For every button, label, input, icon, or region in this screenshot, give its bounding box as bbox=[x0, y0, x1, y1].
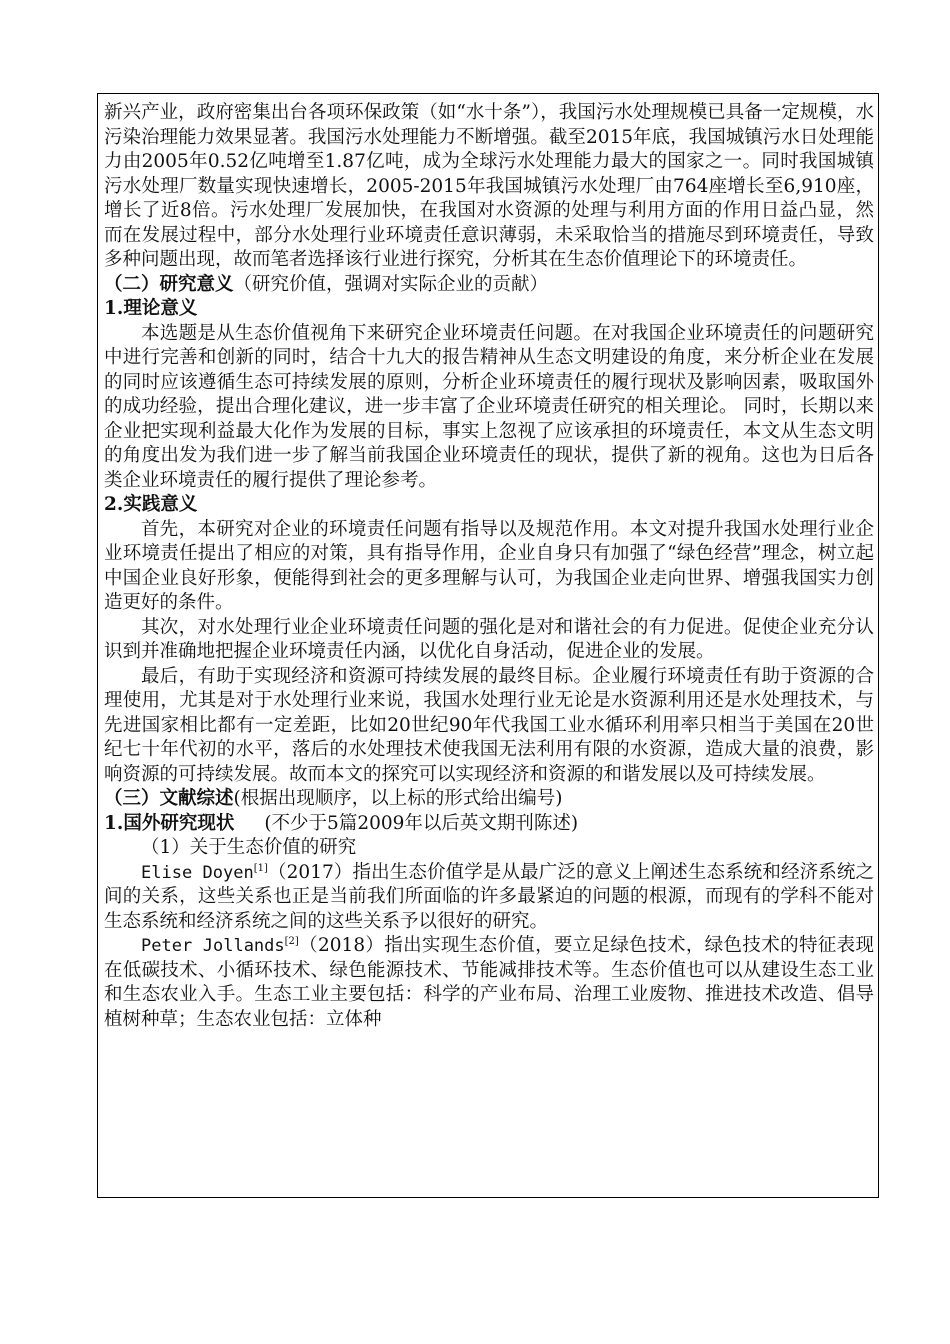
reference-text: （2017）指出生态价值学是从最广泛的意义上阐述生态系统和经济系统之间的关系，这些关系也正是当前我们所面临的许多最紧迫的问题的根源，而现有的学科不能对生态系统和经济系统之间的这些关系予以很好的研究。 bbox=[104, 861, 874, 932]
reference-paragraph-2 bbox=[104, 934, 874, 1032]
author-name: Peter Jollands bbox=[141, 936, 285, 956]
subheading-title: 1.国外研究现状 bbox=[104, 812, 235, 834]
subheading-theory: 1.理论意义 bbox=[104, 298, 198, 319]
document-table-cell bbox=[97, 93, 879, 1198]
section-title: （二）研究意义 bbox=[104, 273, 234, 295]
subheading-note: (不少于5篇2009年以后英文期刊陈述) bbox=[264, 812, 579, 834]
practice-paragraph-3: 最后，有助于实现经济和资源可持续发展的最终目标。企业履行环境责任有助于资源的合理使用，尤其是对于水处理行业来说，我国水处理行业无论是水资源利用还是水处理技术，与先进国家相比都有一定差距，比如20世纪90年代我国工业水循环利用率只相当于美国在20世纪七十年代初的水平，落后的水处理技术使我国无法利用有限的水资源，造成大量的浪费，影响资源的可持续发展。故而本文的探究可以实现经济和资源的和谐发展以及可持续发展。 bbox=[104, 665, 874, 785]
subheading-practice: 2.实践意义 bbox=[104, 494, 198, 515]
practice-paragraph-1: 首先，本研究对企业的环境责任问题有指导以及规范作用。本文对提升我国水处理行业企业环境责任提出了相应的对策，具有指导作用，企业自身只有加强了“绿色经营”理念，树立起中国企业良好形象，便能得到社会的更多理解与认可，为我国企业走向世界、增强我国实力创造更好的条件。 bbox=[104, 518, 874, 613]
section-title: （三）文献综述 bbox=[104, 788, 234, 809]
sub-topic-title: （1）关于生态价值的研究 bbox=[141, 837, 357, 858]
section-heading-significance bbox=[104, 273, 874, 298]
author-name: Elise Doyen bbox=[141, 862, 254, 883]
intro-paragraph: 新兴产业，政府密集出台各项环保政策（如“水十条”），我国污水处理规模已具备一定规模，水污染治理能力效果显著。我国污水处理能力不断增强。截至2015年底，我国城镇污水日处理能力由2005年0.52亿吨增至1.87亿吨，成为全球污水处理能力最大的国家之一。同时我国城镇污水处理厂数量实现快速增长，2005-2015年我国城镇污水处理厂由764座增长至6,910座，增长了近8倍。污水处理厂发展加快，在我国对水资源的处理与利用方面的作用日益凸显，然而在发展过程中，部分水处理行业环境责任意识薄弱，未采取恰当的措施尽到环境责任，导致多种问题出现，故而笔者选择该行业进行探究，分析其在生态价值理论下的环境责任。 bbox=[104, 102, 874, 270]
citation-mark: [1] bbox=[253, 862, 268, 874]
document-body bbox=[98, 94, 878, 1032]
practice-paragraph-2: 其次，对水处理行业企业环境责任问题的强化是对和谐社会的有力促进。促使企业充分认识到并准确地把握企业环境责任内涵，以优化自身活动，促进企业的发展。 bbox=[104, 616, 874, 662]
section-heading-literature bbox=[104, 787, 874, 812]
section-note: （研究价值，强调对实际企业的贡献） bbox=[233, 273, 549, 295]
subheading-foreign bbox=[104, 812, 874, 837]
reference-paragraph-1 bbox=[104, 861, 874, 935]
theory-paragraph: 本选题是从生态价值视角下来研究企业环境责任问题。在对我国企业环境责任的问题研究中进行完善和创新的同时，结合十九大的报告精神从生态文明建设的角度，来分析企业在发展的同时应该遵循生态可持续发展的原则，分析企业环境责任的履行现状及影响因素，吸取国外的成功经验，提出合理化建议，进一步丰富了企业环境责任研究的相关理论。 同时，长期以来企业把实现利益最大化作为发展的目标，事实上忽视了应该承担的环境责任，本文从生态文明的角度出发为我们进一步了解当前我国企业环境责任的现状，提供了新的视角。这也为日后各类企业环境责任的履行提供了理论参考。 bbox=[104, 322, 874, 491]
section-note: (根据出现顺序，以上标的形式给出编号) bbox=[233, 788, 563, 809]
citation-mark: [2] bbox=[284, 936, 299, 947]
reference-text: （2018）指出实现生态价值，要立足绿色技术，绿色技术的特征表现在低碳技术、小循环技术、绿色能源技术、节能减排技术等。生态价值也可以从建设生态工业和生态农业入手。生态工业主要包括：科学的产业布局、治理工业废物、推进技术改造、倡导植树种草；生态农业包括：立体种 bbox=[104, 935, 874, 1030]
